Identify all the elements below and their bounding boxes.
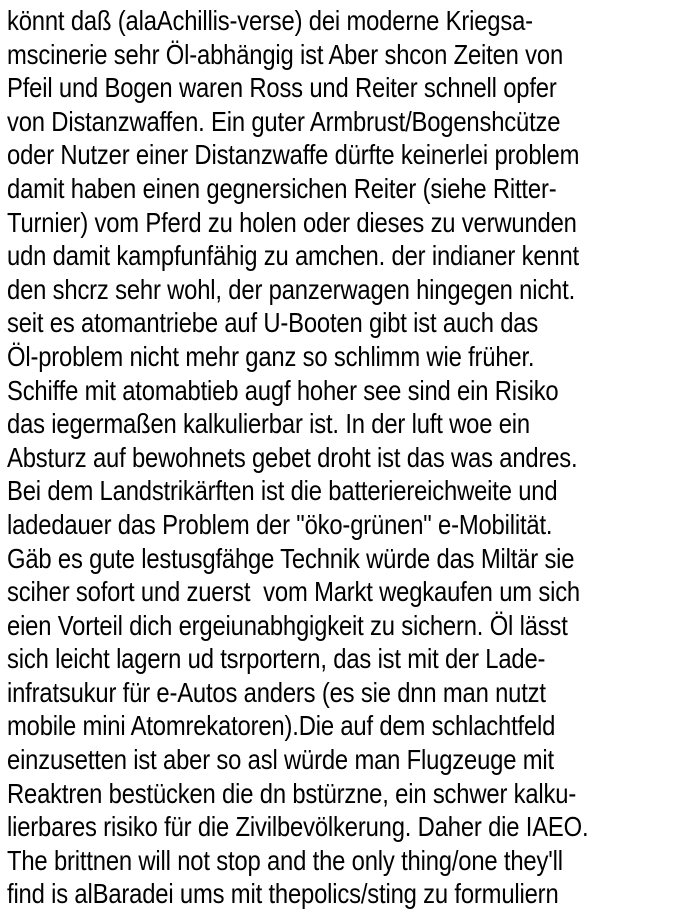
text-line: könnt daß (alaAchillis-verse) dei moderne Kriegsa- xyxy=(7,5,533,36)
text-line: das iegermaßen kalkulierbar ist. In der luft woe ein xyxy=(7,408,530,440)
text-line: udn damit kampfunfähig zu amchen. der indianer kennt xyxy=(7,240,579,272)
text-line: Gäb es gute lestusgfähge Technik würde das Miltär sie xyxy=(7,542,575,574)
text-line: einzusetten ist aber so asl würde man Flugzeuge mit xyxy=(7,744,554,776)
text-line: oder Nutzer einer Distanzwaffe dürfte keinerlei problem xyxy=(7,139,580,171)
text-line: von Distanzwaffen. Ein guter Armbrust/Bogenshcütze xyxy=(7,105,561,137)
text-line: damit haben einen gegnersichen Reiter (siehe Ritter- xyxy=(7,172,557,204)
text-line: Pfeil und Bogen waren Ross und Reiter schnell opfer xyxy=(7,72,557,104)
text-line: Öl-problem nicht mehr ganz so schlimm wie früher. xyxy=(7,340,535,372)
text-line: Schiffe mit atomabtieb augf hoher see sind ein Risiko xyxy=(7,374,559,406)
text-line: The brittnen will not stop and the only thing/one they'll xyxy=(7,844,563,876)
text-line: ladedauer das Problem der "öko-grünen" e-Mobilität. xyxy=(7,508,553,540)
text-line: mobile mini Atomrekatoren).Die auf dem schlachtfeld xyxy=(7,710,556,742)
text-line: seit es atomantriebe auf U-Booten gibt ist auch das xyxy=(7,307,539,339)
text-line: Bei dem Landstrikärften ist die batteriereichweite und xyxy=(7,475,558,507)
text-line: Turnier) vom Pferd zu holen oder dieses zu verwunden xyxy=(7,206,577,238)
text-line: find is alBaradei ums mit thepolics/sting zu formuliern xyxy=(7,878,559,910)
text-line: eien Vorteil dich ergeiunabhgigkeit zu sichern. Öl lässt xyxy=(7,609,568,641)
text-line: den shcrz sehr wohl, der panzerwagen hingegen nicht. xyxy=(7,273,576,305)
text-block xyxy=(7,4,684,911)
text-line: sciher sofort und zuerst vom Markt wegkaufen um sich xyxy=(7,576,581,608)
text-line: infratsukur für e-Autos anders (es sie dnn man nutzt xyxy=(7,676,546,708)
text-line: lierbares risiko für die Zivilbevölkerung. Daher die IAEO. xyxy=(7,811,589,843)
text-line: Absturz auf bewohnets gebet droht ist das was andres. xyxy=(7,441,578,473)
text-line: Reaktren bestücken die dn bstürzne, ein schwer kalku- xyxy=(7,777,577,809)
text-line: sich leicht lagern ud tsrportern, das ist mit der Lade- xyxy=(7,643,546,675)
text-line: mscinerie sehr Öl-abhängig ist Aber shcon Zeiten von xyxy=(7,38,564,70)
